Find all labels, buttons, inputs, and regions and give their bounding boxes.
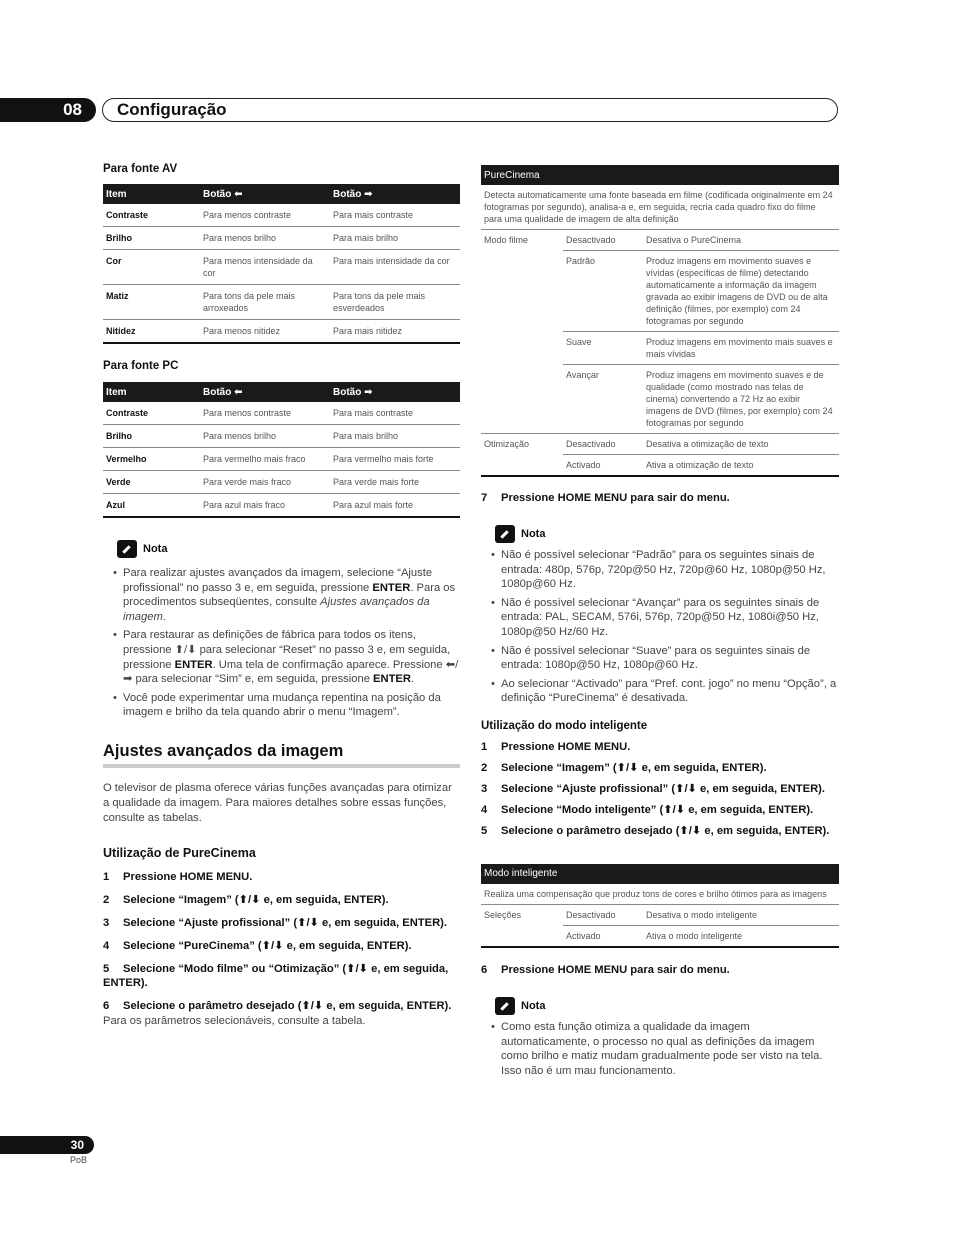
table-description: Detecta automaticamente uma fonte baseada em filme (codificada originalmente em 24 fotogramas por segundo), analisa-a e, em seguida, recria cada quadro fixo do filme para uma qualidade de imagem de alta definição: [481, 185, 839, 230]
table-cell: Contraste: [103, 204, 200, 227]
pencil-icon: [495, 525, 515, 543]
step: 3 Selecione “Ajuste profissional” (⬆/⬇ e, em seguida, ENTER).: [103, 916, 447, 929]
list-item: • Para restaurar as definições de fábrica para todos os itens, pressione ⬆/⬇ para selecionar “Reset” no passo 3 e, em seguida, pressione ENTER. Uma tela de confirmação aparece. Pressione ⬅/➡ para selecionar “Sim” e, em seguida, pressione ENTER.: [123, 628, 460, 686]
table-cell: Verde: [103, 471, 200, 494]
table-cell: Para menos brilho: [200, 425, 330, 448]
note-label: Nota: [521, 528, 546, 540]
table-row: [481, 904, 839, 925]
table-cell: Avançar: [563, 365, 643, 434]
chapter-header: [102, 98, 838, 122]
list-item: • Não é possível selecionar “Avançar” para os seguintes sinais de entrada: PAL, SECAM, 576i, 576p, 720p@50 Hz, 1080i@50 Hz, 1080p@50 Hz/60 Hz.: [501, 596, 839, 640]
list-item: • Ao selecionar “Activado” para “Pref. cont. jogo” no menu “Opção”, a definição “PureCinema” é desativada.: [501, 677, 839, 706]
column-header: Botão ➡: [330, 382, 460, 402]
table-row: [103, 402, 460, 425]
step: 1 Pressione HOME MENU.: [103, 870, 253, 883]
table-row: [103, 425, 460, 448]
step: 7 Pressione HOME MENU para sair do menu.: [481, 492, 730, 504]
table-cell: Para tons da pele mais esverdeados: [330, 285, 460, 320]
column-header: Botão ⬅: [200, 184, 330, 204]
table-cell: Para menos nitidez: [200, 320, 330, 344]
step: 3 Selecione “Ajuste profissional” (⬆/⬇ e, em seguida, ENTER).: [481, 782, 825, 795]
list-item: • Você pode experimentar uma mudança repentina na posição da imagem e brilho da tela quando abrir o menu “Imagem”.: [123, 691, 460, 720]
table-row: [103, 494, 460, 518]
list-item: • Não é possível selecionar “Suave” para os seguintes sinais de entrada: 1080p@50 Hz, 1080p@60 Hz.: [501, 644, 839, 673]
step-note: Para os parâmetros selecionáveis, consulte a tabela.: [103, 1014, 366, 1027]
step: 6 Selecione o parâmetro desejado (⬆/⬇ e, em seguida, ENTER).: [103, 999, 452, 1012]
list-item: • Como esta função otimiza a qualidade da imagem automaticamente, o processo no qual as definições da imagem como brilho e matiz mudam gradualmente pode ser visto na tela. Isso não é um mau funcionamento.: [501, 1020, 839, 1078]
table-cell: Brilho: [103, 227, 200, 250]
step: 2 Selecione “Imagem” (⬆/⬇ e, em seguida, ENTER).: [481, 761, 767, 774]
table-title: PureCinema: [481, 165, 839, 185]
section-heading: Ajustes avançados da imagem: [103, 742, 460, 768]
note-list: [481, 548, 839, 706]
table-cell: Produz imagens em movimento suaves e vívidas (específicas de filme) detectando automaticamente a informação da imagem gravada ao exibir imagens de DVD ou de alta definição (filmes, por exemplo) com 24 fotogramas por segundo: [643, 251, 839, 332]
table-cell: Para menos intensidade da cor: [200, 250, 330, 285]
step: 1 Pressione HOME MENU.: [481, 740, 631, 753]
step: 2 Selecione “Imagem” (⬆/⬇ e, em seguida, ENTER).: [103, 893, 389, 906]
table-cell: Desativa o modo inteligente: [643, 904, 839, 925]
table-title: Modo inteligente: [481, 864, 839, 884]
table-row: [103, 285, 460, 320]
table-cell: Contraste: [103, 402, 200, 425]
table-header-row: [103, 382, 460, 402]
table-cell: [481, 925, 563, 947]
table-row: [103, 227, 460, 250]
table-cell: Suave: [563, 332, 643, 365]
table-cell: Padrão: [563, 251, 643, 332]
table-cell: Vermelho: [103, 448, 200, 471]
table-cell: Seleções: [484, 909, 522, 920]
table-row: [103, 471, 460, 494]
step-list: [103, 870, 460, 1029]
table-cell: [481, 455, 563, 477]
table-cell: Para tons da pele mais arroxeados: [200, 285, 330, 320]
table-row: [103, 320, 460, 344]
av-section-title: Para fonte AV: [103, 163, 178, 175]
table-cell: Para mais contraste: [330, 204, 460, 227]
table-header-row: [103, 184, 460, 204]
right-column: [481, 165, 839, 1082]
table-cell: [481, 251, 563, 332]
table-cell: Activado: [563, 925, 643, 947]
table-cell: Desactivado: [563, 230, 643, 251]
pc-table: [103, 382, 460, 518]
table-cell: Para verde mais fraco: [200, 471, 330, 494]
table-cell: Para mais contraste: [330, 402, 460, 425]
table-cell: [481, 332, 563, 365]
subsection-heading: Utilização de PureCinema: [103, 845, 256, 860]
table-cell: Produz imagens em movimento mais suaves e mais vívidas: [643, 332, 839, 365]
note-label: Nota: [521, 999, 546, 1012]
table-cell: Para vermelho mais fraco: [200, 448, 330, 471]
note-label: Nota: [143, 543, 168, 555]
table-cell: Brilho: [103, 425, 200, 448]
table-row: [481, 332, 839, 365]
table-cell: Ativa a otimização de texto: [643, 455, 839, 477]
column-header: Item: [103, 382, 200, 402]
table-cell: Ativa o modo inteligente: [643, 925, 839, 947]
table-cell: Activado: [563, 455, 643, 477]
table-cell: Para menos brilho: [200, 227, 330, 250]
table-row: [481, 365, 839, 434]
list-item: • Não é possível selecionar “Padrão” para os seguintes sinais de entrada: 480p, 576p, 720p@50 Hz, 720p@60 Hz, 1080p@50 Hz, 1080p@60 Hz.: [501, 548, 839, 592]
chapter-title: Configuração: [117, 100, 227, 119]
table-cell: Azul: [103, 494, 200, 518]
note-heading: [495, 997, 839, 1015]
table-cell: Para mais brilho: [330, 227, 460, 250]
step: 5 Selecione o parâmetro desejado (⬆/⬇ e, em seguida, ENTER).: [481, 824, 830, 837]
language-code: PoB: [70, 1155, 88, 1165]
table-cell: Matiz: [103, 285, 200, 320]
note-list: [481, 1020, 839, 1078]
step: 6 Pressione HOME MENU para sair do menu.: [481, 963, 730, 976]
step: 4 Selecione “Modo inteligente” (⬆/⬇ e, em seguida, ENTER).: [481, 803, 814, 816]
step: 5 Selecione “Modo filme” ou “Otimização” (⬆/⬇ e, em seguida, ENTER).: [103, 962, 449, 989]
table-row: [481, 434, 839, 455]
note-list: [103, 566, 460, 720]
table-row: [103, 204, 460, 227]
note-heading: [495, 525, 839, 543]
table-row: [481, 230, 839, 251]
smart-mode-table: [481, 864, 839, 948]
table-cell: Para menos contraste: [200, 402, 330, 425]
table-cell: Para menos contraste: [200, 204, 330, 227]
table-cell: [481, 365, 563, 434]
pc-section-title: Para fonte PC: [103, 360, 179, 372]
table-cell: Para mais brilho: [330, 425, 460, 448]
table-row: [103, 448, 460, 471]
page-number: 30: [0, 1136, 94, 1154]
table-cell: Desactivado: [563, 904, 643, 925]
table-cell: Desactivado: [563, 434, 643, 455]
table-cell: Para verde mais forte: [330, 471, 460, 494]
table-cell: Cor: [103, 250, 200, 285]
table-cell: Modo filme: [484, 235, 529, 245]
step: 4 Selecione “PureCinema” (⬆/⬇ e, em seguida, ENTER).: [103, 939, 412, 952]
table-row: [481, 925, 839, 947]
table-row: [481, 251, 839, 332]
pencil-icon: [117, 540, 137, 558]
purecinema-table: [481, 165, 839, 477]
table-row: [481, 455, 839, 477]
chapter-number: 08: [0, 98, 96, 122]
table-cell: Para azul mais fraco: [200, 494, 330, 518]
column-header: Item: [103, 184, 200, 204]
intro-paragraph: O televisor de plasma oferece várias funções avançadas para otimizar a qualidade da imagem. Para maiores detalhes sobre essas funções, consulte as tabelas.: [103, 781, 452, 824]
table-cell: Produz imagens em movimento suaves e de qualidade (como mostrado nas telas de cinema) convertendo a 72 Hz ao exibir imagens de DVD (filmes, por exemplo) com 24 fotogramas por segundo: [643, 365, 839, 434]
pencil-icon: [495, 997, 515, 1015]
table-cell: Para azul mais forte: [330, 494, 460, 518]
column-header: Botão ⬅: [200, 382, 330, 402]
table-cell: Para vermelho mais forte: [330, 448, 460, 471]
table-row: [103, 250, 460, 285]
list-item: • Para realizar ajustes avançados da imagem, selecione “Ajuste profissional” no passo 3 e, em seguida, pressione ENTER. Para os procedimentos subseqüentes, consulte Ajustes avançados da imagem.: [123, 566, 460, 624]
column-header: Botão ➡: [330, 184, 460, 204]
table-cell: Otimização: [484, 439, 530, 449]
subsection-heading: Utilização do modo inteligente: [481, 719, 648, 732]
table-cell: Desativa a otimização de texto: [643, 434, 839, 455]
av-table: [103, 184, 460, 344]
table-cell: Para mais nitidez: [330, 320, 460, 344]
table-cell: Para mais intensidade da cor: [330, 250, 460, 285]
table-cell: Desativa o PureCinema: [643, 230, 839, 251]
table-description: Realiza uma compensação que produz tons de cores e brilho ótimos para as imagens: [481, 884, 839, 905]
table-cell: Nitidez: [103, 320, 200, 344]
note-heading: [117, 540, 460, 558]
left-column: [103, 160, 460, 1029]
step-list: [481, 740, 839, 838]
